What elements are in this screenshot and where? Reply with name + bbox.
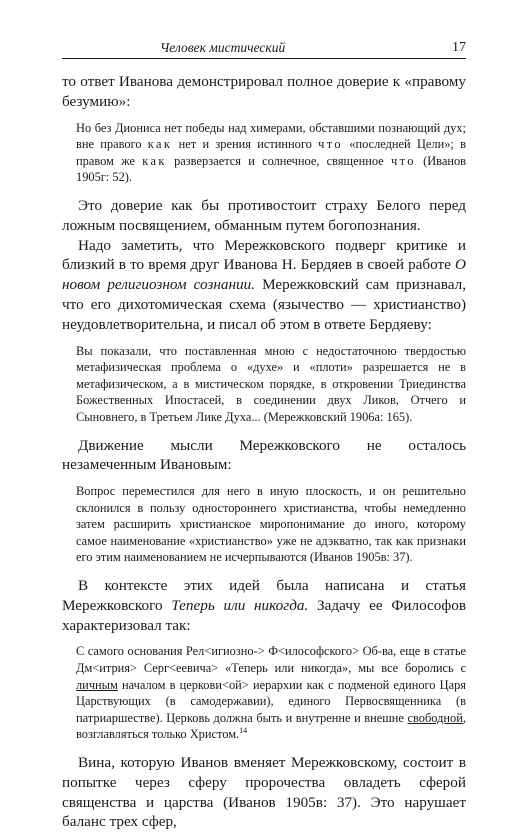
quote-1	[62, 120, 466, 186]
running-title: Человек мистический	[160, 40, 286, 55]
work-title-berdyaev: О новом религиозном сознании.	[62, 256, 466, 294]
footnote-ref-14[interactable]: 14	[239, 726, 248, 736]
quote-4-text-c: началом в церкови<ой> иерархии как с подменой единого Царя Царствующих (в самодержавии), единого Первосвященника (в патриаршестве). Церковь должна быть и внутренне и внешне	[76, 677, 466, 725]
paragraph-3-text-a: Надо заметить, что Мережковского подверг критике и близкий в то время друг Иванова Н. Бердяев в своей работе	[62, 236, 466, 274]
paragraph-5	[62, 576, 466, 635]
quote-4-underlined-svobodnoy: свободной	[407, 710, 463, 725]
quote-4-text-e: , возглавляться только Христом.	[76, 710, 466, 742]
quote-4-text-a: С самого основания Рел<игиозно-> Ф<илософского> Об-ва, еще в статье Дм<итрия> Серг<еевича> «Теперь или никогда», мы все боролись с	[76, 644, 466, 676]
quote-1-text-g: разверзается и солнечное, священное	[166, 153, 391, 168]
paragraph-3	[62, 236, 466, 335]
paragraph-6: Вина, которую Иванов вменяет Мережковскому, состоит в попытке через сферу пророчества овладеть сферой священства и царства (Иванов 1905в: 37). Это нарушает баланс трех сфер,	[62, 754, 466, 831]
quote-1-text-a: Но без Диониса нет победы над химерами, обставшими познающий дух; вне правого	[76, 120, 466, 152]
paragraph-2: Это доверие как бы противостоит страху Белого перед ложным посвящением, обманным путем богопознания.	[62, 196, 466, 234]
quote-1-text-i: (Иванов 1905г: 52).	[76, 153, 467, 185]
quote-4-underlined-lichnym: личным	[76, 677, 118, 692]
quote-1-spaced-kak-2: как	[142, 153, 167, 168]
quote-1-spaced-kak: как	[147, 137, 173, 152]
running-header	[62, 40, 466, 59]
paragraph-4: Движение мысли Мережковского не осталось незамеченным Ивановым:	[62, 436, 466, 474]
quote-1-spaced-chto-2: что	[390, 153, 416, 168]
quote-3: Вопрос переместился для него в иную плоскость, и он решительно склонился в пользу одностороннего христианства, чтобы немедленно затем расширить христианское миропонимание до иного, которому самое наименование «христианство» уже не адэкватно, так как признаки его этим наименованием не исчерпываются (Иванов 1905в: 37).	[76, 484, 466, 565]
quote-1-text-e: «последней Цели»; в правом же	[76, 137, 466, 168]
work-title-merezhkovsky: Теперь или никогда.	[171, 596, 309, 614]
quote-2: Вы показали, что поставленная мною с недостаточною твердостью метафизическая проблема о «духе» и «плоти» разрешается не в метафизическом, а в мистическом порядке, в откровении Триединства Божественных Ипостасей, в соединении двух Ликов, Отчего и Сыновнего, в Третьем Лике Духа... (Мережковский 1906а: 165).	[76, 343, 466, 424]
quote-4	[62, 643, 466, 743]
quote-1-spaced-chto: что	[318, 137, 343, 152]
page-content	[62, 72, 466, 832]
quote-1-text-c: нет и зрения истинного	[172, 137, 319, 152]
paragraph-5-text-c: Задачу ее Философов характеризовал так:	[62, 596, 467, 634]
page-number: 17	[452, 40, 466, 55]
paragraph-3-text-c: Мережковский сам признавал, что его дихотомическая схема (язычество — христианство) неудовлетворительна, и писал об этом в ответе Бердяеву:	[62, 276, 466, 333]
paragraph-5-text-a: В контексте этих идей была написана и статья Мережковского	[62, 577, 466, 614]
paragraph-1: то ответ Иванова демонстрировал полное доверие к «правому безумию»:	[62, 73, 466, 110]
